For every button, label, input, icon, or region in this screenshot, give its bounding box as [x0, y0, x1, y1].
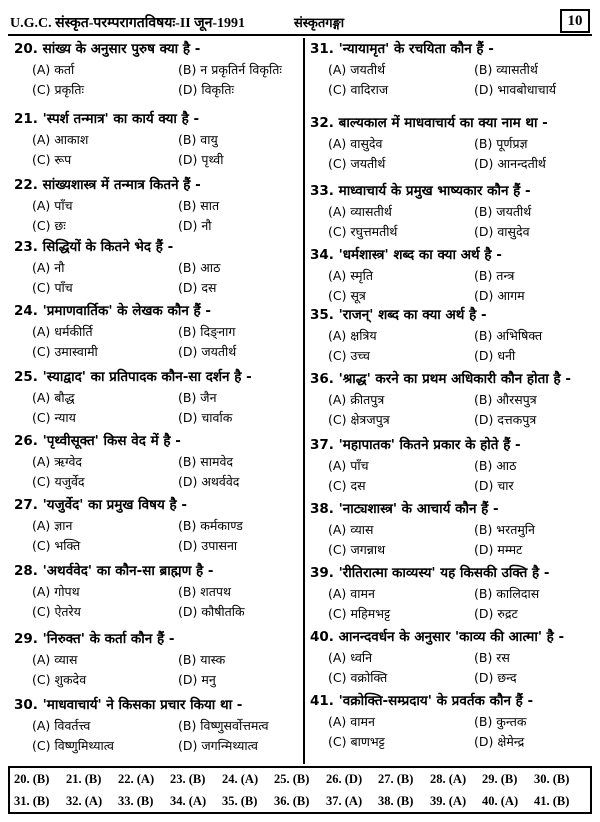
option-d: (D) कौषीतकि — [178, 604, 245, 619]
header-exam-title: U.G.C. संस्कृत-परम्परागतविषयः-II जून-1991 — [10, 16, 246, 31]
option-c: (C) भक्ति — [32, 538, 81, 553]
option-b: (B) जैन — [178, 390, 217, 405]
question-text: 21. 'स्पर्श तन्मात्र' का कार्य क्या है - — [14, 111, 200, 127]
question-31 — [310, 40, 600, 98]
question-27 — [14, 496, 304, 554]
option-c: (C) रूप — [32, 152, 72, 167]
option-d: (D) दस — [178, 280, 217, 295]
option-c: (C) यजुर्वेद — [32, 474, 85, 489]
question-text: 27. 'यजुर्वेद' का प्रमुख विषय है - — [14, 497, 187, 513]
option-b: (B) सात — [178, 198, 220, 213]
question-text: 36. 'श्राद्ध' करने का प्रथम अधिकारी कौन होता है - — [310, 371, 571, 387]
option-d: (D) चार — [474, 478, 514, 493]
option-c: (C) प्रकृतिः — [32, 82, 85, 97]
option-b: (B) विष्णुसर्वोत्तमत्व — [178, 718, 269, 733]
question-23 — [14, 238, 304, 296]
question-26 — [14, 432, 304, 490]
option-a: (A) क्रीतपुत्र — [328, 392, 385, 407]
option-d: (D) मनु — [178, 672, 216, 687]
option-a: (A) धर्मकीर्ति — [32, 324, 93, 339]
question-30 — [14, 696, 304, 754]
question-21 — [14, 110, 304, 168]
page-number: 10 — [560, 9, 590, 33]
option-a: (A) पाँच — [328, 458, 369, 473]
option-b: (B) शतपथ — [178, 584, 232, 599]
answer-21: 21. (B) — [66, 771, 102, 786]
option-b: (B) रस — [474, 650, 510, 665]
answer-37: 37. (A) — [326, 793, 363, 808]
question-text: 35. 'राजन्' शब्द का क्या अर्थ है - — [310, 307, 487, 323]
option-a: (A) पाँच — [32, 198, 73, 213]
answer-20: 20. (B) — [14, 771, 50, 786]
option-b: (B) कालिदास — [474, 586, 540, 601]
answer-29: 29. (B) — [482, 771, 518, 786]
option-a: (A) व्यासतीर्थ — [328, 204, 392, 219]
answer-24: 24. (A) — [222, 771, 259, 786]
option-b: (B) आठ — [178, 260, 221, 275]
option-c: (C) बाणभट्ट — [328, 734, 385, 749]
question-text: 38. 'नाट्यशास्त्र' के आचार्य कौन हैं - — [310, 501, 499, 517]
option-c: (C) जगन्नाथ — [328, 542, 386, 557]
answer-38: 38. (B) — [378, 793, 414, 808]
option-c: (C) पाँच — [32, 280, 73, 295]
option-a: (A) वामन — [328, 586, 375, 601]
option-a: (A) ज्ञान — [32, 518, 73, 533]
option-c: (C) महिमभट्ट — [328, 606, 391, 621]
answer-key-row-1 — [10, 768, 590, 790]
question-38 — [310, 500, 600, 558]
option-d: (D) भावबोधाचार्य — [474, 82, 557, 97]
option-b: (B) सामवेद — [178, 454, 234, 469]
option-d: (D) चार्वाक — [178, 410, 233, 425]
question-32 — [310, 114, 600, 172]
question-text: 40. आनन्दवर्धन के अनुसार 'काव्य की आत्मा' है - — [310, 629, 565, 645]
option-b: (B) अभिषिक्त — [474, 328, 543, 343]
question-text: 32. बाल्यकाल में माधवाचार्य का क्या नाम था - — [310, 115, 548, 131]
answer-28: 28. (A) — [430, 771, 467, 786]
option-b: (B) पूर्णप्रज्ञ — [474, 136, 528, 151]
option-d: (D) मम्मट — [474, 542, 523, 557]
option-a: (A) व्यास — [32, 652, 78, 667]
option-d: (D) रुद्रट — [474, 606, 518, 621]
option-b: (B) आठ — [474, 458, 517, 473]
option-c: (C) शुकदेव — [32, 672, 87, 687]
option-c: (C) जयतीर्थ — [328, 156, 386, 171]
answer-32: 32. (A) — [66, 793, 103, 808]
answer-34: 34. (A) — [170, 793, 207, 808]
question-28 — [14, 562, 304, 620]
question-text: 22. सांख्यशास्त्र में तन्मात्र कितने हैं - — [14, 177, 201, 193]
answer-22: 22. (A) — [118, 771, 155, 786]
option-a: (A) जयतीर्थ — [328, 62, 386, 77]
option-d: (D) पृथ्वी — [178, 152, 224, 167]
question-text: 24. 'प्रमाणवार्तिक' के लेखक कौन हैं - — [14, 303, 212, 319]
option-c: (C) सूत्र — [328, 288, 366, 303]
option-c: (C) क्षेत्रजपुत्र — [328, 412, 390, 427]
question-text: 39. 'रीतिरात्मा काव्यस्य' यह किसकी उक्ति है - — [310, 565, 550, 581]
question-34 — [310, 246, 600, 304]
option-c: (C) न्याय — [32, 410, 76, 425]
question-39 — [310, 564, 600, 622]
option-c: (C) दस — [328, 478, 366, 493]
option-d: (D) उपासना — [178, 538, 238, 553]
question-text: 34. 'धर्मशास्त्र' शब्द का क्या अर्थ है - — [310, 247, 502, 263]
option-b: (B) भरतमुनि — [474, 522, 535, 537]
question-text: 20. सांख्य के अनुसार पुरुष क्या है - — [14, 41, 201, 57]
option-a: (A) बौद्ध — [32, 390, 75, 405]
question-36 — [310, 370, 600, 428]
option-a: (A) नौ — [32, 260, 65, 275]
header-book-title: संस्कृतगङ्गा — [294, 16, 345, 31]
question-text: 30. 'माधवाचार्य' ने किसका प्रचार किया था - — [14, 697, 243, 713]
question-text: 29. 'निरुक्त' के कर्ता कौन हैं - — [14, 631, 175, 647]
option-d: (D) आगम — [474, 288, 525, 303]
question-text: 26. 'पृथ्वीसूक्त' किस वेद में है - — [14, 433, 181, 449]
question-text: 23. सिद्धियों के कितने भेद हैं - — [14, 239, 174, 255]
option-b: (B) यास्क — [178, 652, 226, 667]
option-a: (A) ऋग्वेद — [32, 454, 83, 469]
answer-30: 30. (B) — [534, 771, 570, 786]
option-a: (A) वासुदेव — [328, 136, 383, 151]
option-a: (A) गोपथ — [32, 584, 80, 599]
option-c: (C) छः — [32, 218, 66, 233]
answer-41: 41. (B) — [534, 793, 570, 808]
answer-31: 31. (B) — [14, 793, 50, 808]
option-b: (B) न प्रकृतिर्न विकृतिः — [178, 62, 282, 77]
option-b: (B) कर्मकाण्ड — [178, 518, 243, 533]
option-c: (C) विष्णुमिथ्यात्व — [32, 738, 114, 753]
option-d: (D) अथर्ववेद — [178, 474, 240, 489]
option-d: (D) धनी — [474, 348, 516, 363]
page-header — [8, 6, 592, 36]
answer-key — [8, 766, 592, 814]
question-37 — [310, 436, 600, 494]
answer-35: 35. (B) — [222, 793, 258, 808]
question-20 — [14, 40, 304, 98]
option-b: (B) कुन्तक — [474, 714, 527, 729]
option-a: (A) स्मृति — [328, 268, 373, 283]
question-text: 28. 'अथर्ववेद' का कौन-सा ब्राह्मण है - — [14, 563, 214, 579]
option-a: (A) ध्वनि — [328, 650, 373, 665]
option-a: (A) वामन — [328, 714, 375, 729]
option-c: (C) ऐतरेय — [32, 604, 81, 619]
answer-33: 33. (B) — [118, 793, 154, 808]
option-d: (D) जगन्मिथ्यात्व — [178, 738, 258, 753]
option-b: (B) जयतीर्थ — [474, 204, 532, 219]
option-c: (C) वक्रोक्ति — [328, 670, 388, 685]
option-a: (A) व्यास — [328, 522, 374, 537]
option-c: (C) वादिराज — [328, 82, 389, 97]
option-a: (A) विवर्तत्त्व — [32, 718, 91, 733]
option-d: (D) नौ — [178, 218, 212, 233]
question-29 — [14, 630, 304, 688]
option-d: (D) क्षेमेन्द्र — [474, 734, 525, 749]
option-a: (A) कर्ता — [32, 62, 75, 77]
option-d: (D) दत्तकपुत्र — [474, 412, 537, 427]
answer-key-row-2 — [10, 790, 590, 812]
answer-40: 40. (A) — [482, 793, 519, 808]
question-text: 33. माध्वाचार्य के प्रमुख भाष्यकार कौन हैं - — [310, 183, 531, 199]
option-d: (D) छन्द — [474, 670, 517, 685]
option-c: (C) उमास्वामी — [32, 344, 98, 359]
question-41 — [310, 692, 600, 750]
answer-25: 25. (B) — [274, 771, 310, 786]
answer-23: 23. (B) — [170, 771, 206, 786]
option-d: (D) आनन्दतीर्थ — [474, 156, 546, 171]
option-a: (A) क्षत्रिय — [328, 328, 377, 343]
question-text: 31. 'न्यायामृत' के रचयिता कौन हैं - — [310, 41, 494, 57]
question-25 — [14, 368, 304, 426]
question-40 — [310, 628, 600, 686]
option-b: (B) दिङ्नाग — [178, 324, 236, 339]
option-a: (A) आकाश — [32, 132, 89, 147]
answer-39: 39. (A) — [430, 793, 467, 808]
question-33 — [310, 182, 600, 240]
question-text: 25. 'स्याद्वाद' का प्रतिपादक कौन-सा दर्शन है - — [14, 369, 252, 385]
option-b: (B) तन्त्र — [474, 268, 515, 283]
option-c: (C) उच्च — [328, 348, 370, 363]
answer-36: 36. (B) — [274, 793, 310, 808]
question-35 — [310, 306, 600, 364]
answer-26: 26. (D) — [326, 771, 363, 786]
option-d: (D) जयतीर्थ — [178, 344, 237, 359]
question-22 — [14, 176, 304, 234]
option-b: (B) व्यासतीर्थ — [474, 62, 538, 77]
question-text: 41. 'वक्रोक्ति-सम्प्रदाय' के प्रवर्तक कौन हैं - — [310, 693, 534, 709]
option-b: (B) वायु — [178, 132, 218, 147]
question-24 — [14, 302, 304, 360]
answer-27: 27. (B) — [378, 771, 414, 786]
question-text: 37. 'महापातक' कितने प्रकार के होते हैं - — [310, 437, 521, 453]
option-b: (B) औरसपुत्र — [474, 392, 537, 407]
option-d: (D) विकृतिः — [178, 82, 235, 97]
option-d: (D) वासुदेव — [474, 224, 530, 239]
option-c: (C) रघुत्तमतीर्थ — [328, 224, 398, 239]
